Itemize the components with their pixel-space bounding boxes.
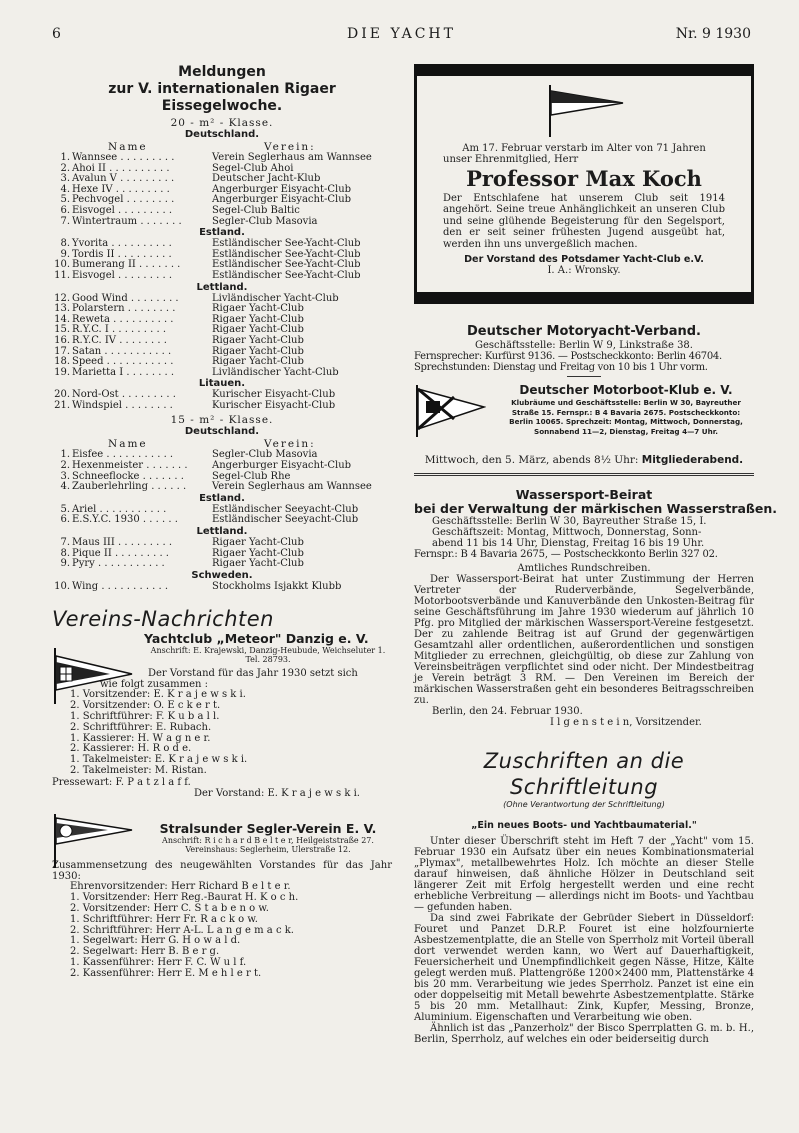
entry-number: 7. xyxy=(60,537,70,549)
motorboot-info-2: Straße 15. Fernspr.: B 4 Bavaria 2675. Postscheckkonto: xyxy=(511,407,741,417)
board-member: 2. Takelmeister: M. Ristan. xyxy=(70,764,207,776)
entry-row xyxy=(52,401,392,412)
entry-row xyxy=(52,515,392,526)
entry-row xyxy=(52,217,392,228)
entry-row xyxy=(52,153,392,164)
club-name: Estländischer See-Yacht-Club xyxy=(212,269,361,281)
club-name: Estländischer See-Yacht-Club xyxy=(212,238,361,250)
country-heading: Deutschland. xyxy=(184,129,260,140)
entry-number: 3. xyxy=(60,470,70,482)
boat-name: Pique II . . . . . . . . . xyxy=(72,547,169,559)
entry-number: 5. xyxy=(60,503,70,515)
beirat-circular-text: Der Wassersport-Beirat hat unter Zustimmung der Herren Vertreter der Ruderverbände, Segelverbände, Motorbootsverbände und Kanuverbände den Unkosten-Beitrag für seine Geschäftsführung im Jahre 1930 wiederum auf jährlich 10 Pfg. pro Mitglied der märkischen Wassersport-Vereine festgesetzt. Der zu zahlende Beitrag ist auf Grund der gegenwärtigen Gesamtzahl aller ordentlichen, außerordentlichen und sonstigen Mitglieder zu errechnen, gleichgültig, ob diese zur Zahlung von Vereinsbeiträgen verpflichtet sind oder nicht. Der Mindestbeitrag je Verein beträgt 3 RM. — Den Vereinen im Bereich der märkischen Wasserstraßen geht ein besonderes Beitragsschreiben zu. xyxy=(414,574,754,706)
motoryacht-office: Geschäftsstelle: Berlin W 9, Linkstraße 38. xyxy=(475,340,693,351)
beirat-hours-1: Geschäftszeit: Montag, Mittwoch, Donnerstag, Sonn- xyxy=(432,527,702,538)
club-name: Estländischer See-Yacht-Club xyxy=(212,248,361,260)
club-name: Kurischer Eisyacht-Club xyxy=(212,399,336,411)
board-member: 2. Vorsitzender: O. E c k e r t. xyxy=(70,700,221,712)
left-column xyxy=(52,58,392,980)
boat-name: Wintertraum . . . . . . . xyxy=(72,215,182,227)
country-heading: Deutschland. xyxy=(184,426,260,438)
club-name: Rigaer Yacht-Club xyxy=(212,345,304,357)
boat-name: Speed . . . . . . . . . . . xyxy=(72,356,174,368)
meldungen-subtitle: zur V. internationalen Rigaer Eissegelwoche. xyxy=(108,81,336,114)
boat-name: Eisvogel . . . . . . . . . xyxy=(72,204,173,216)
club-name: Rigaer Yacht-Club xyxy=(212,334,304,346)
entry-number: 4. xyxy=(60,183,70,195)
entry-number: 12. xyxy=(54,292,70,304)
stralsund-title: Stralsunder Segler-Verein E. V. xyxy=(159,821,377,837)
entry-number: 19. xyxy=(54,366,70,378)
entries-20m xyxy=(52,129,392,411)
divider xyxy=(567,376,601,377)
obituary-line-2: unser Ehrenmitglied, Herr xyxy=(443,154,579,165)
motoryacht-hours: Sprechstunden: Dienstag und Freitag von 10 bis 1 Uhr vorm. xyxy=(414,362,708,373)
club-name: Segler-Club Masovia xyxy=(212,449,318,461)
beirat-office: Geschäftsstelle: Berlin W 30, Bayreuther Straße 15, I. xyxy=(432,516,707,527)
club-name: Rigaer Yacht-Club xyxy=(212,356,304,368)
zuschriften-disclaimer: (Ohne Verantwortung der Schriftleitung) xyxy=(503,800,665,809)
right-column xyxy=(414,58,778,1045)
klasse-20-heading: 20 - m² - Klasse. xyxy=(170,117,274,129)
club-name: Segel-Club Rhe xyxy=(212,470,291,482)
country-heading: Lettland. xyxy=(196,526,248,538)
country-heading: Schweden. xyxy=(191,569,253,581)
vereins-nachrichten-heading: Vereins-Nachrichten xyxy=(52,607,274,632)
magazine-title: DIE YACHT xyxy=(347,26,456,42)
obituary-line-1: Am 17. Februar verstarb im Alter von 71 Jahren xyxy=(462,143,706,154)
boat-name: Good Wind . . . . . . . . xyxy=(72,292,179,304)
board-member: 1. Schriftführer: F. K u b a l l. xyxy=(70,711,220,722)
board-member: 2. Vorsitzender: Herr C. S t a b e n o w. xyxy=(70,903,269,914)
col-verein-header: Verein: xyxy=(264,438,316,451)
obituary-bottom-bar xyxy=(417,292,751,301)
obituary-signatory: I. A.: Wronsky. xyxy=(547,265,621,277)
meteor-pressewart: Pressewart: F. P a t z l a f f. xyxy=(52,776,191,788)
boat-name: R.Y.C. I . . . . . . . . . xyxy=(72,324,167,336)
entry-number: 1. xyxy=(60,449,70,461)
entry-number: 17. xyxy=(54,345,70,357)
obituary-box xyxy=(414,64,754,304)
boat-name: Eisvogel . . . . . . . . . xyxy=(72,269,173,281)
meteor-intro-cont: wie folgt zusammen : xyxy=(100,679,209,691)
entry-row xyxy=(52,482,392,493)
country-heading: Lettland. xyxy=(196,281,248,293)
boat-name: Ahoi II . . . . . . . . . . xyxy=(72,162,170,174)
club-name: Rigaer Yacht-Club xyxy=(212,547,304,559)
board-member: 1. Vorsitzender: Herr Reg.-Baurat H. K o c h. xyxy=(70,892,299,904)
boat-name: Hexe IV . . . . . . . . . xyxy=(72,183,170,195)
club-name: Rigaer Yacht-Club xyxy=(212,537,304,549)
boat-name: Yvorita . . . . . . . . . . xyxy=(72,238,172,250)
entry-number: 6. xyxy=(60,514,70,526)
board-member: 1. Kassenführer: Herr F. C. W u l f. xyxy=(70,956,247,968)
entry-number: 9. xyxy=(60,558,70,570)
meteor-signature: Der Vorstand: E. K r a j e w s k i. xyxy=(194,787,360,799)
section-rule xyxy=(414,473,754,478)
motorboot-title: Deutscher Motorboot-Klub e. V. xyxy=(519,383,733,397)
boat-name: Marietta I . . . . . . . . xyxy=(72,366,175,378)
entry-number: 18. xyxy=(54,356,70,368)
entry-number: 13. xyxy=(54,303,70,315)
club-name: Estländischer Seeyacht-Club xyxy=(212,503,359,515)
boat-name: Schneeflocke . . . . . . . xyxy=(72,470,184,482)
club-name: Segel-Club Baltic xyxy=(212,204,300,216)
motorboot-info-3: Berlin 10065. Sprechzeit: Montag, Mittwoch, Donnerstag, xyxy=(509,417,743,427)
entry-number: 5. xyxy=(60,194,70,206)
danzig-pennant-icon xyxy=(52,648,134,704)
page-number: 6 xyxy=(52,26,61,42)
boat-name: Polarstern . . . . . . . . xyxy=(72,303,176,315)
motorboot-block xyxy=(414,383,754,455)
beirat-date: Berlin, den 24. Februar 1930. xyxy=(432,706,583,717)
boat-name: Nord-Ost . . . . . . . . . xyxy=(72,389,176,401)
club-name: Kurischer Eisyacht-Club xyxy=(212,389,336,401)
motoryacht-phone: Fernsprecher: Kurfürst 9136. — Postscheckkonto: Berlin 46704. xyxy=(414,351,722,362)
club-name: Livländischer Yacht-Club xyxy=(212,292,339,304)
entry-row xyxy=(52,559,392,570)
klasse-15-heading: 15 - m² - Klasse. xyxy=(170,414,274,427)
potsdam-pennant-icon xyxy=(547,85,627,137)
col-verein-header: Verein: xyxy=(264,141,316,153)
club-name: Verein Seglerhaus am Wannsee xyxy=(212,481,372,493)
boat-name: R.Y.C. IV . . . . . . . . xyxy=(72,334,167,346)
club-name: Stockholms Isjakkt Klubb xyxy=(212,580,342,592)
board-member: 1. Segelwart: Herr G. H o w a l d. xyxy=(70,935,241,947)
boat-name: Tordis II . . . . . . . . . xyxy=(72,248,172,260)
meteor-title: Yachtclub „Meteor" Danzig e. V. xyxy=(144,631,369,647)
entry-number: 7. xyxy=(60,215,70,227)
entry-number: 21. xyxy=(54,399,70,411)
zuschriften-heading: Zuschriften an die Schriftleitung xyxy=(483,749,685,799)
boat-name: Zauberlehrling . . . . . . xyxy=(72,481,187,493)
boat-name: Satan . . . . . . . . . . . xyxy=(72,345,172,357)
entry-number: 20. xyxy=(54,389,70,401)
motorboot-info-1: Klubräume und Geschäftsstelle: Berlin W 30, Bayreuther xyxy=(511,398,741,407)
entry-row xyxy=(52,206,392,217)
boat-name: Bumerang II . . . . . . . xyxy=(72,259,181,271)
country-heading: Estland. xyxy=(199,492,245,504)
meteor-club-block xyxy=(52,632,392,804)
club-name: Rigaer Yacht-Club xyxy=(212,558,304,570)
board-member: 2. Kassenführer: Herr E. M e h l e r t. xyxy=(70,967,262,979)
motorboot-info-4: Sonnabend 11—2, Dienstag, Freitag 4—7 Uhr. xyxy=(534,426,718,436)
country-heading: Estland. xyxy=(199,227,245,239)
article-paragraph-1: Unter dieser Überschrift steht im Heft 7 der „Yacht" vom 15. Februar 1930 ein Aufsatz über ein neues Kombinationsmaterial „Plymax", metallbewehrtes Holz. Ich möchte an dieser Stelle darauf hinweisen, daß ähnliche Hölzer in Deutschland seit längerer Zeit mit Erfolg hergestellt werden und eine recht erhebliche Verbreitung — allerdings nicht im Boots- und Yachtbau — gefunden haben. xyxy=(414,836,754,913)
entry-row xyxy=(52,271,392,282)
motorboot-meeting xyxy=(414,455,754,466)
boat-name: Wing . . . . . . . . . . . xyxy=(72,580,169,592)
entries-15m xyxy=(52,426,392,592)
entry-number: 15. xyxy=(54,324,70,336)
boat-name: Pechvogel . . . . . . . . xyxy=(72,194,175,206)
stralsund-pennant-icon xyxy=(52,814,134,868)
country-heading: Litauen. xyxy=(198,378,246,390)
motoryacht-title: Deutscher Motoryacht-Verband. xyxy=(467,324,701,339)
club-name: Angerburger Eisyacht-Club xyxy=(212,194,352,206)
club-name: Angerburger Eisyacht-Club xyxy=(212,183,352,195)
boat-name: Maus III . . . . . . . . . xyxy=(72,537,173,549)
entry-number: 1. xyxy=(60,152,70,163)
boat-name: Wannsee . . . . . . . . . xyxy=(72,152,175,163)
boat-name: Avalun V . . . . . . . . . xyxy=(72,173,175,185)
obituary-name: Professor Max Koch xyxy=(466,166,702,191)
board-member: 2. Kassierer: H. R o d e. xyxy=(70,743,192,755)
board-member: 1. Vorsitzender: E. K r a j e w s k i. xyxy=(70,689,246,701)
article-title: „Ein neues Boots- und Yachtbaumaterial." xyxy=(471,820,697,831)
col-name-header: Name xyxy=(108,141,148,153)
issue-number: Nr. 9 1930 xyxy=(675,26,751,42)
club-name: Estländischer Seeyacht-Club xyxy=(212,514,359,526)
board-member: 1. Schriftführer: Herr Fr. R a c k o w. xyxy=(70,913,258,925)
boat-name: Windspiel . . . . . . . . xyxy=(72,399,173,411)
club-name: Deutscher Jacht-Klub xyxy=(212,173,321,185)
motorboot-meeting-title: Mitgliederabend. xyxy=(641,454,744,466)
stralsund-clubhouse: Vereinshaus: Seglerheim, Ulerstraße 12. xyxy=(185,845,351,855)
entry-number: 4. xyxy=(60,481,70,493)
beirat-phone: Fernspr.: B 4 Bavaria 2675, — Postscheckkonto Berlin 327 02. xyxy=(414,549,718,560)
beirat-hours-2: abend 11 bis 14 Uhr, Dienstag, Freitag 16 bis 19 Uhr. xyxy=(432,538,705,549)
col-name-header: Name xyxy=(108,438,148,451)
stralsund-members-list xyxy=(52,882,392,979)
motorboot-pennant-icon xyxy=(414,385,486,437)
entry-number: 2. xyxy=(60,460,70,472)
entry-number: 10. xyxy=(54,580,70,592)
boat-name: Hexenmeister . . . . . . . xyxy=(72,460,188,472)
entry-row xyxy=(52,582,392,593)
boat-name: E.S.Y.C. 1930 . . . . . . xyxy=(72,514,178,526)
obituary-signature: Der Vorstand des Potsdamer Yacht-Club e.V. xyxy=(464,254,704,266)
entry-number: 10. xyxy=(54,259,70,271)
stralsund-club-block xyxy=(52,814,392,979)
entry-row xyxy=(52,336,392,347)
club-name: Angerburger Eisyacht-Club xyxy=(212,460,352,472)
board-member: Ehrenvorsitzender: Herr Richard B e l t e r. xyxy=(70,881,291,893)
meteor-phone: Tel. 28793. xyxy=(245,655,291,665)
club-name: Verein Seglerhaus am Wannsee xyxy=(212,152,372,163)
entry-number: 2. xyxy=(60,162,70,174)
page-header xyxy=(52,26,751,46)
club-name: Segel-Club Ahoi xyxy=(212,162,294,174)
meldungen-title: Meldungen xyxy=(178,64,266,80)
entry-number: 3. xyxy=(60,173,70,185)
entry-number: 9. xyxy=(60,248,70,260)
stralsund-intro: Zusammensetzung des neugewählten Vorstandes für das Jahr 1930: xyxy=(52,860,392,883)
club-name: Segler-Club Masovia xyxy=(212,215,318,227)
club-name: Livländischer Yacht-Club xyxy=(212,366,339,378)
boat-name: Eisfee . . . . . . . . . . . xyxy=(72,449,174,461)
entry-number: 16. xyxy=(54,334,70,346)
obituary-text: Der Entschlafene hat unserem Club seit 1914 angehört. Seine treue Anhänglichkeit an unseren Club und seine glühende Begeisterung für den Segelsport, den er seit seiner frühesten Jugend ausgeübt hat, werden ihn uns unvergeßlich machen. xyxy=(443,193,725,250)
club-name: Estländischer See-Yacht-Club xyxy=(212,259,361,271)
board-member: 1. Takelmeister: E. K r a j e w s k i. xyxy=(70,754,248,766)
stralsund-address: Anschrift: R i c h a r d B e l t e r, Heilgeiststraße 27. xyxy=(162,836,374,846)
article-paragraph-2: Da sind zwei Fabrikate der Gebrüder Siebert in Düsseldorf: Fouret und Panzet D.R.P. Fouret ist eine holzfournierte Asbestzementplatte, die an Stelle von Sperrholz mit Vorteil überall dort verwendet werden kann, wo Wert auf Dauerhaftigkeit, Feuersicherheit und Unempfindlichkeit gegen Nässe, Hitze, Kälte gelegt werden muß. Plattengröße 1200×2400 mm, Plattenstärke 4 bis 20 mm. Verarbeitung wie jedes Sperrholz. Panzet ist eine ein oder doppelseitig mit Metall bewehrte Asbestzementplatte. Stärke 5 bis 20 mm. Metallhaut: Zink, Kupfer, Messing, Bronze, Aluminium. Eigenschaften und Verarbeitung wie oben. xyxy=(414,913,754,1023)
board-member: 2. Segelwart: Herr B. B e r g. xyxy=(70,946,220,958)
board-member: 2. Schriftführer: Herr A-L. L a n g e m a c k. xyxy=(70,924,294,936)
entry-number: 11. xyxy=(54,269,70,281)
beirat-circular-heading: Amtliches Rundschreiben. xyxy=(517,563,651,574)
beirat-signature: I l g e n s t e i n, Vorsitzender. xyxy=(550,717,702,728)
obituary-top-bar xyxy=(417,67,751,76)
entry-number: 8. xyxy=(60,238,70,250)
boat-name: Ariel . . . . . . . . . . . xyxy=(72,503,167,515)
meteor-intro: Der Vorstand für das Jahr 1930 setzt sich xyxy=(148,668,358,680)
boat-name: Pyry . . . . . . . . . . . xyxy=(72,558,165,570)
board-member: 1. Kassierer: H. W a g n e r. xyxy=(70,732,211,744)
board-member: 2. Schriftführer: E. Rubach. xyxy=(70,721,212,733)
club-name: Rigaer Yacht-Club xyxy=(212,324,304,336)
article-paragraph-3: Ähnlich ist das „Panzerholz" der Bisco Sperrplatten G. m. b. H., Berlin, Sperrholz, auf welches ein oder beiderseitig durch xyxy=(414,1023,754,1045)
beirat-subtitle: bei der Verwaltung der märkischen Wasserstraßen. xyxy=(414,501,778,516)
meteor-address: Anschrift: E. Krajewski, Danzig-Heubude, Weichseluter 1. xyxy=(150,646,386,656)
beirat-title: Wassersport-Beirat xyxy=(515,487,653,502)
club-name: Rigaer Yacht-Club xyxy=(212,303,304,315)
club-name: Rigaer Yacht-Club xyxy=(212,313,304,325)
boat-name: Reweta . . . . . . . . . . xyxy=(72,313,174,325)
entry-number: 8. xyxy=(60,547,70,559)
motorboot-meeting-date: Mittwoch, den 5. März, abends 8½ Uhr: xyxy=(424,454,639,466)
entry-number: 6. xyxy=(60,204,70,216)
entry-number: 14. xyxy=(54,313,70,325)
entry-row xyxy=(52,368,392,379)
